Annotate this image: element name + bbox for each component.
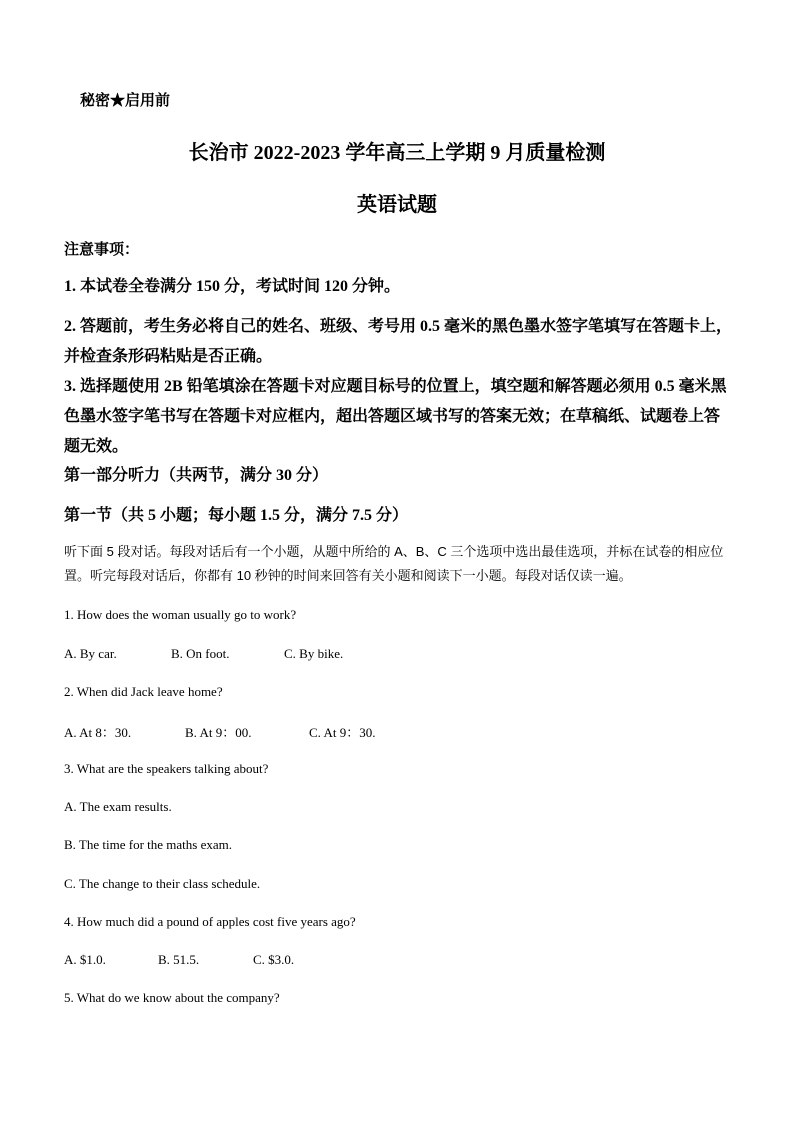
question-3-option-b: B. The time for the maths exam.: [64, 837, 232, 852]
exam-subject-title: 英语试题: [357, 194, 437, 216]
question-3-option-a: A. The exam results.: [64, 799, 172, 814]
question-2-option-c: C. At 9：30.: [309, 725, 376, 740]
question-1-options: [64, 646, 343, 662]
exam-title: 长治市 2022-2023 学年高三上学期 9 月质量检测: [188, 142, 606, 164]
section1-heading: 第一节（共 5 小题；每小题 1.5 分，满分 7.5 分）: [64, 507, 409, 524]
question-1-option-a: A. By car.: [64, 646, 117, 661]
question-2-options: [64, 722, 375, 741]
question-1-option-b: B. On foot.: [171, 646, 230, 661]
question-3-option-c: C. The change to their class schedule.: [64, 876, 261, 891]
listening-instructions: 听下面 5 段对话。每段对话后有一个小题，从题中所给的 A、B、C 三个选项中选出最佳选项，并标在试卷的相应位置。听完每段对话后，你都有 10 秒钟的时间来回答有关小题和阅读下一小题。每段对话仅读一遍。: [64, 544, 724, 583]
question-4-option-b: B. 51.5.: [158, 952, 200, 967]
part1-heading: 第一部分听力（共两节，满分 30 分）: [64, 467, 329, 484]
question-1-stem: 1. How does the woman usually go to work?: [64, 607, 297, 622]
note-item-1: 1. 本试卷全卷满分 150 分，考试时间 120 分钟。: [64, 278, 401, 295]
question-4-options: [64, 952, 294, 968]
question-4-option-a: A. $1.0.: [64, 952, 106, 967]
question-1-option-c: C. By bike.: [284, 646, 344, 661]
question-4-option-c: C. $3.0.: [253, 952, 295, 967]
note-item-2: 2. 答题前，考生务必将自己的姓名、班级、考号用 0.5 毫米的黑色墨水签字笔填写在答题卡上，并检查条形码粘贴是否正确。: [64, 318, 733, 365]
question-4-stem: 4. How much did a pound of apples cost five years ago?: [64, 914, 356, 929]
question-2-stem: 2. When did Jack leave home?: [64, 684, 223, 699]
confidential-label: 秘密★启用前: [80, 93, 171, 109]
notes-heading: 注意事项：: [64, 242, 140, 258]
question-2-option-b: B. At 9：00.: [185, 725, 252, 740]
question-3-stem: 3. What are the speakers talking about?: [64, 761, 269, 776]
note-item-3: 3. 选择题使用 2B 铅笔填涂在答题卡对应题目标号的位置上，填空题和解答题必须用 0.5 毫米黑色墨水签字笔书写在答题卡对应框内，超出答题区域书写的答案无效；在草稿纸、试题卷上答题无效。: [64, 378, 727, 455]
question-2-option-a: A. At 8：30.: [64, 725, 132, 740]
question-5-stem: 5. What do we know about the company?: [64, 990, 280, 1005]
